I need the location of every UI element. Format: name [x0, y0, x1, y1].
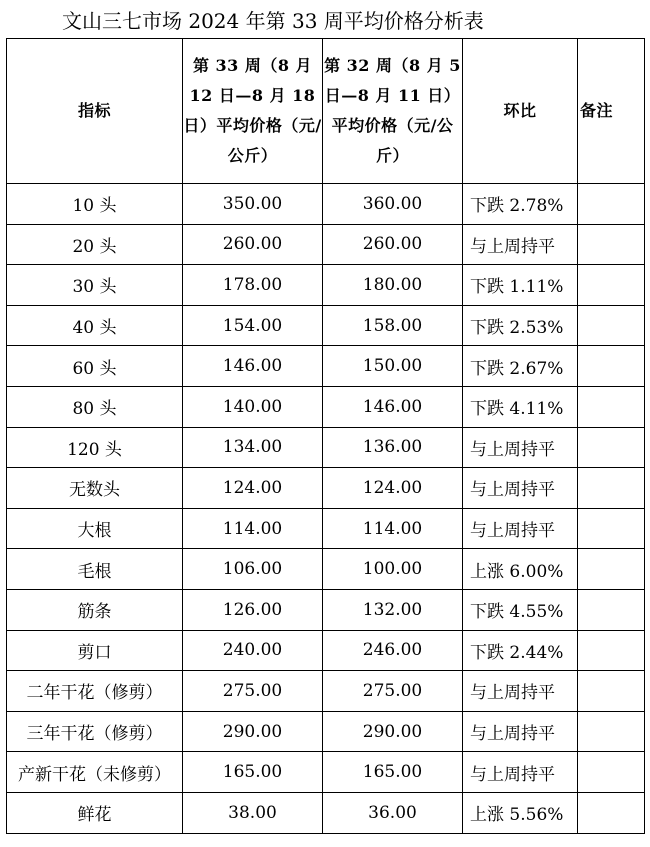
cell-previous-price: 136.00 — [323, 427, 463, 468]
cell-change: 与上周持平 — [463, 468, 578, 509]
cell-name: 鲜花 — [7, 792, 183, 833]
cell-previous-price: 260.00 — [323, 224, 463, 265]
cell-name: 毛根 — [7, 549, 183, 590]
cell-change: 与上周持平 — [463, 427, 578, 468]
cell-current-price: 106.00 — [183, 549, 323, 590]
cell-name: 无数头 — [7, 468, 183, 509]
table-body — [7, 184, 645, 834]
cell-change: 与上周持平 — [463, 752, 578, 793]
cell-previous-price: 150.00 — [323, 346, 463, 387]
cell-previous-price: 165.00 — [323, 752, 463, 793]
cell-note — [578, 589, 645, 630]
cell-note — [578, 549, 645, 590]
cell-change: 下跌 4.11% — [463, 386, 578, 427]
cell-current-price: 260.00 — [183, 224, 323, 265]
table-row — [7, 508, 645, 549]
cell-previous-price: 180.00 — [323, 265, 463, 306]
cell-name: 筋条 — [7, 589, 183, 630]
cell-name: 大根 — [7, 508, 183, 549]
table-header-row — [7, 39, 645, 184]
cell-change: 下跌 2.44% — [463, 630, 578, 671]
cell-change: 与上周持平 — [463, 508, 578, 549]
table-row — [7, 386, 645, 427]
header-name: 指标 — [7, 39, 183, 184]
cell-current-price: 114.00 — [183, 508, 323, 549]
cell-current-price: 124.00 — [183, 468, 323, 509]
cell-note — [578, 427, 645, 468]
cell-current-price: 178.00 — [183, 265, 323, 306]
cell-note — [578, 711, 645, 752]
table-row — [7, 792, 645, 833]
cell-change: 与上周持平 — [463, 711, 578, 752]
table-row — [7, 752, 645, 793]
cell-change: 与上周持平 — [463, 224, 578, 265]
cell-previous-price: 246.00 — [323, 630, 463, 671]
cell-note — [578, 508, 645, 549]
header-previous-week: 第 32 周（8 月 5 日—8 月 11 日）平均价格（元/公斤） — [323, 39, 463, 184]
cell-current-price: 38.00 — [183, 792, 323, 833]
cell-note — [578, 305, 645, 346]
cell-previous-price: 290.00 — [323, 711, 463, 752]
table-row — [7, 265, 645, 306]
cell-note — [578, 630, 645, 671]
cell-note — [578, 468, 645, 509]
cell-previous-price: 360.00 — [323, 184, 463, 225]
header-current-week: 第 33 周（8 月 12 日—8 月 18 日）平均价格（元/公斤） — [183, 39, 323, 184]
cell-name: 二年干花（修剪） — [7, 671, 183, 712]
cell-note — [578, 224, 645, 265]
cell-note — [578, 792, 645, 833]
cell-current-price: 154.00 — [183, 305, 323, 346]
cell-previous-price: 36.00 — [323, 792, 463, 833]
cell-change: 下跌 2.67% — [463, 346, 578, 387]
cell-name: 30 头 — [7, 265, 183, 306]
cell-note — [578, 184, 645, 225]
table-row — [7, 711, 645, 752]
cell-name: 40 头 — [7, 305, 183, 346]
cell-current-price: 134.00 — [183, 427, 323, 468]
cell-previous-price: 158.00 — [323, 305, 463, 346]
cell-note — [578, 671, 645, 712]
cell-previous-price: 146.00 — [323, 386, 463, 427]
cell-note — [578, 265, 645, 306]
table-row — [7, 671, 645, 712]
cell-change: 下跌 1.11% — [463, 265, 578, 306]
cell-change: 上涨 5.56% — [463, 792, 578, 833]
cell-note — [578, 346, 645, 387]
cell-current-price: 165.00 — [183, 752, 323, 793]
cell-change: 下跌 4.55% — [463, 589, 578, 630]
cell-note — [578, 386, 645, 427]
table-row — [7, 346, 645, 387]
cell-note — [578, 752, 645, 793]
cell-change: 下跌 2.53% — [463, 305, 578, 346]
cell-change: 下跌 2.78% — [463, 184, 578, 225]
table-row — [7, 468, 645, 509]
cell-current-price: 275.00 — [183, 671, 323, 712]
cell-name: 产新干花（未修剪） — [7, 752, 183, 793]
header-note: 备注 — [578, 39, 645, 184]
cell-previous-price: 275.00 — [323, 671, 463, 712]
cell-current-price: 240.00 — [183, 630, 323, 671]
price-table — [6, 38, 645, 834]
cell-previous-price: 100.00 — [323, 549, 463, 590]
cell-change: 上涨 6.00% — [463, 549, 578, 590]
table-row — [7, 427, 645, 468]
cell-current-price: 126.00 — [183, 589, 323, 630]
cell-name: 三年干花（修剪） — [7, 711, 183, 752]
cell-name: 10 头 — [7, 184, 183, 225]
cell-change: 与上周持平 — [463, 671, 578, 712]
cell-previous-price: 132.00 — [323, 589, 463, 630]
cell-current-price: 140.00 — [183, 386, 323, 427]
table-row — [7, 184, 645, 225]
table-row — [7, 305, 645, 346]
cell-current-price: 350.00 — [183, 184, 323, 225]
cell-name: 20 头 — [7, 224, 183, 265]
cell-current-price: 290.00 — [183, 711, 323, 752]
table-row — [7, 549, 645, 590]
cell-name: 120 头 — [7, 427, 183, 468]
table-row — [7, 630, 645, 671]
table-row — [7, 589, 645, 630]
cell-previous-price: 124.00 — [323, 468, 463, 509]
cell-name: 剪口 — [7, 630, 183, 671]
cell-name: 80 头 — [7, 386, 183, 427]
table-row — [7, 224, 645, 265]
page-title: 文山三七市场 2024 年第 33 周平均价格分析表 — [62, 9, 484, 33]
cell-previous-price: 114.00 — [323, 508, 463, 549]
header-change: 环比 — [463, 39, 578, 184]
cell-name: 60 头 — [7, 346, 183, 387]
cell-current-price: 146.00 — [183, 346, 323, 387]
